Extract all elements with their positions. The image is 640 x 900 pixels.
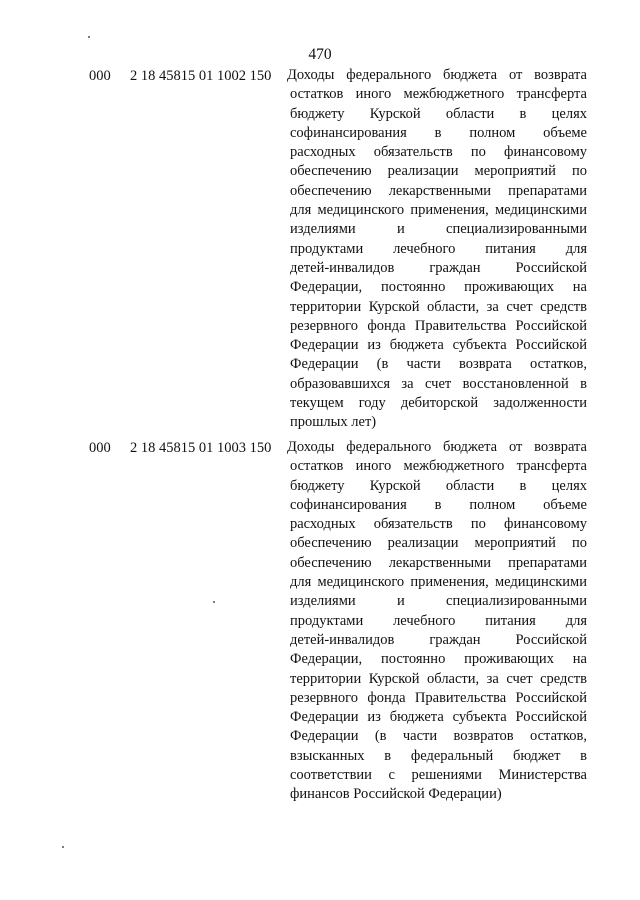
description-line: территории Курской области, за счет средств [290,670,587,687]
description-line: продуктами лечебного питания для [290,612,587,629]
description-line: Федерации, постоянно проживающих на [290,651,587,668]
description-line: Доходы федерального бюджета от возврата [287,439,587,455]
description-line: для медицинского применения, медицинскими [290,202,587,219]
description-line: Федерации, постоянно проживающих на [290,279,587,296]
description-line: обеспечению реализации мероприятий по [290,535,587,552]
scan-speck [62,846,64,848]
description-line: Федерации из бюджета субъекта Российской [290,337,587,354]
description-line: расходных обязательств по финансовому [290,516,587,533]
description-line: образовавшихся за счет восстановленной в [290,375,587,392]
description-line: остатков иного межбюджетного трансферта [290,458,587,475]
description-line: обеспечению лекарственными препаратами [290,182,587,199]
description-line: Федерации (в части возврата остатков, [290,356,587,373]
scan-speck [213,601,215,603]
description-line: бюджету Курской области в целях [290,477,587,494]
description-line: Федерации из бюджета субъекта Российской [290,709,587,726]
budget-classification-code: 2 18 45815 01 1003 150 [130,440,272,456]
entry-description [287,66,587,433]
description-line: для медицинского применения, медицинскими [290,574,587,591]
description-line: изделиями и специализированными [290,593,587,610]
scan-speck [88,36,90,38]
budget-classification-code: 2 18 45815 01 1002 150 [130,68,272,84]
description-line: текущем году дебиторской задолженности [290,395,587,412]
entry-description [287,438,587,805]
description-line: изделиями и специализированными [290,221,587,238]
admin-code: 000 [89,440,111,456]
description-line: обеспечению лекарственными препаратами [290,554,587,571]
description-line: продуктами лечебного питания для [290,240,587,257]
description-line: соответствии с решениями Министерства [290,767,587,784]
description-line: резервного фонда Правительства Российской [290,689,587,706]
description-line: бюджету Курской области в целях [290,105,587,122]
description-line: территории Курской области, за счет средств [290,298,587,315]
description-line: Федерации (в части возвратов остатков, [290,728,587,745]
description-line: расходных обязательств по финансовому [290,144,587,161]
description-line: финансов Российской Федерации) [290,786,502,803]
description-line: прошлых лет) [290,414,377,431]
description-line: детей-инвалидов граждан Российской [290,631,587,648]
page-number: 470 [308,46,332,63]
admin-code: 000 [89,68,111,84]
description-line: обеспечению реализации мероприятий по [290,163,587,180]
description-line: софинансирования в полном объеме [290,496,587,513]
description-line: взысканных в федеральный бюджет в [290,747,587,764]
description-line: резервного фонда Правительства Российской [290,317,587,334]
description-line: софинансирования в полном объеме [290,124,587,141]
description-line: остатков иного межбюджетного трансферта [290,86,587,103]
description-line: Доходы федерального бюджета от возврата [287,67,587,83]
description-line: детей-инвалидов граждан Российской [290,259,587,276]
